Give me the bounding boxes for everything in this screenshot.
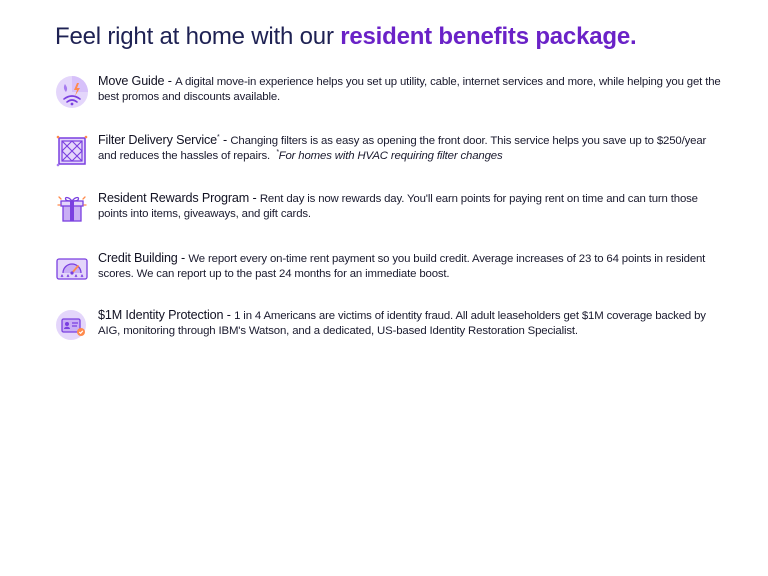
benefit-text: Filter Delivery Service* - Changing filters is as easy as opening the front door. This service helps you save up to $250/year and reduces the hassles of repairs. *For homes with HVAC requiring filter changes bbox=[98, 133, 707, 162]
benefit-title: $1M Identity Protection bbox=[98, 308, 224, 322]
benefit-filter-delivery bbox=[52, 133, 722, 169]
benefit-credit-building bbox=[52, 251, 722, 287]
headline-prefix: Feel right at home with our bbox=[55, 23, 341, 50]
benefit-footnote: For homes with HVAC requiring filter changes bbox=[278, 150, 503, 162]
benefit-description: 1 in 4 Americans are victims of identity fraud. All adult leaseholders get $1M coverage backed by AIG, monitoring through IBM's Watson, and a dedicated, US-based Identity Restoration Specialist. bbox=[98, 310, 706, 337]
benefit-resident-rewards bbox=[52, 191, 722, 227]
benefit-title: Resident Rewards Program bbox=[98, 191, 250, 205]
move-guide-icon bbox=[52, 74, 92, 110]
benefit-text: Credit Building - We report every on-time rent payment so you build credit. Average increases of 23 to 64 points in resident scores. We can report up to the past 24 months for an immediate boost. bbox=[98, 251, 706, 280]
benefit-title: Credit Building bbox=[98, 251, 178, 265]
benefit-identity-protection bbox=[52, 308, 722, 344]
benefit-title: Move Guide bbox=[98, 74, 165, 88]
page-headline bbox=[55, 20, 636, 54]
headline-highlight: resident benefits package. bbox=[340, 20, 636, 54]
benefit-text: Resident Rewards Program - Rent day is now rewards day. You'll earn points for paying rent on time and can turn those points into items, giveaways, and gift cards. bbox=[98, 191, 698, 220]
benefit-text: $1M Identity Protection - 1 in 4 Americans are victims of identity fraud. All adult leaseholders get $1M coverage backed by AIG, monitoring through IBM's Watson, and a dedicated, US-based Identity Restoration Specialist. bbox=[98, 308, 706, 337]
air-filter-icon bbox=[52, 133, 92, 169]
benefit-title: Filter Delivery Service bbox=[98, 133, 218, 147]
benefit-move-guide bbox=[52, 74, 722, 110]
gift-icon bbox=[52, 191, 92, 227]
benefit-description: We report every on-time rent payment so you build credit. Average increases of 23 to 64 points in resident scores. We can report up to the past 24 months for an immediate boost. bbox=[98, 253, 706, 280]
credit-gauge-icon bbox=[52, 251, 92, 287]
benefit-description: A digital move-in experience helps you set up utility, cable, internet services and more, while helping you get the best promos and discounts available. bbox=[98, 76, 721, 103]
benefit-description: Changing filters is as easy as opening the front door. This service helps you save up to $250/year and reduces the hassles of repairs. bbox=[98, 135, 707, 162]
benefit-text: Move Guide - A digital move-in experience helps you set up utility, cable, internet services and more, while helping you get the best promos and discounts available. bbox=[98, 74, 721, 103]
benefit-description: Rent day is now rewards day. You'll earn points for paying rent on time and can turn those points into items, giveaways, and gift cards. bbox=[98, 193, 698, 220]
identity-card-icon bbox=[52, 308, 92, 344]
